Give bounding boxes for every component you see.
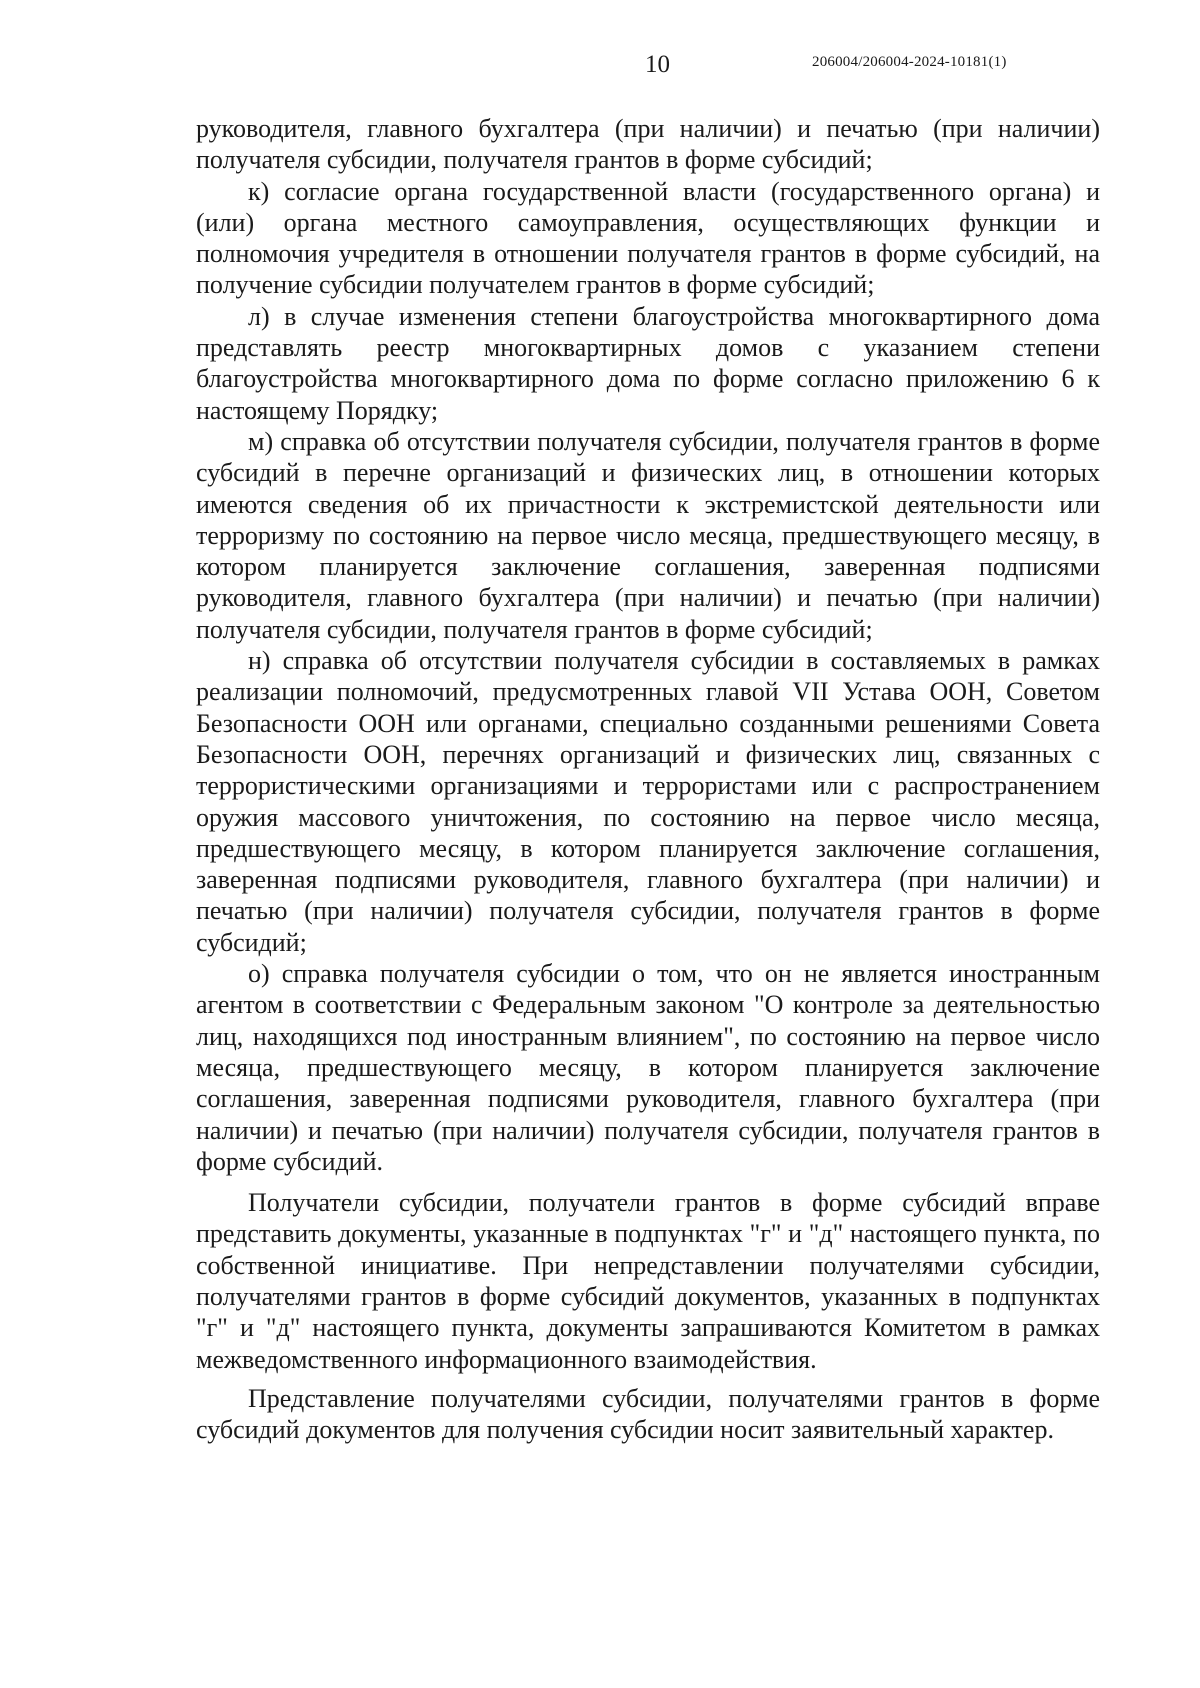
paragraph-item-l: л) в случае изменения степени благоустройства многоквартирного дома представлять реестр многоквартирных домов с указанием степени благоустройства многоквартирного дома по форме согласно приложению 6 к настоящему Порядку; <box>196 301 1100 425</box>
paragraph-item-k: к) согласие органа государственной власти (государственного органа) и (или) органа местного самоуправления, осуществляющих функции и полномочия учредителя в отношении получателя грантов в форме субсидий, на получение субсидии получателем грантов в форме субсидий; <box>196 176 1100 300</box>
page-number: 10 <box>645 51 670 78</box>
paragraph-item-n: н) справка об отсутствии получателя субсидии в составляемых в рамках реализации полномочий, предусмотренных главой VII Устава ООН, Советом Безопасности ООН или органами, специально созданными решениями Совета Безопасности ООН, перечнях организаций и физических лиц, связанных с террористическими организациями и террористами или с распространением оружия массового уничтожения, по состоянию на первое число месяца, предшествующего месяцу, в котором планируется заключение соглашения, заверенная подписями руководителя, главного бухгалтера (при наличии) и печатью (при наличии) получателя субсидии, получателя грантов в форме субсидий; <box>196 646 1100 957</box>
paragraph-continuation: руководителя, главного бухгалтера (при наличии) и печатью (при наличии) получателя субсидии, получателя грантов в форме субсидий; <box>196 114 1100 175</box>
paragraph-recipients-right: Получатели субсидии, получатели грантов в форме субсидий вправе представить документы, указанные в подпунктах "г" и "д" настоящего пункта, по собственной инициативе. При непредставлении получателями субсидии, получателями грантов в форме субсидий документов, указанных в подпунктах "г" и "д" настоящего пункта, документы запрашиваются Комитетом в рамках межведомственного информационного взаимодействия. <box>196 1188 1100 1374</box>
document-body <box>196 113 1100 1445</box>
paragraph-declarative-nature: Представление получателями субсидии, получателями грантов в форме субсидий документов для получения субсидии носит заявительный характер. <box>196 1383 1100 1445</box>
paragraph-item-m: м) справка об отсутствии получателя субсидии, получателя грантов в форме субсидий в перечне организаций и физических лиц, в отношении которых имеются сведения об их причастности к экстремистской деятельности или терроризму по состоянию на первое число месяца, предшествующего месяцу, в котором планируется заключение соглашения, заверенная подписями руководителя, главного бухгалтера (при наличии) и печатью (при наличии) получателя субсидии, получателя грантов в форме субсидий; <box>196 426 1100 644</box>
paragraph-item-o: о) справка получателя субсидии о том, что он не является иностранным агентом в соответствии с Федеральным законом "О контроле за деятельностью лиц, находящихся под иностранным влиянием", по состоянию на первое число месяца, предшествующего месяцу, в котором планируется заключение соглашения, заверенная подписями руководителя, главного бухгалтера (при наличии) и печатью (при наличии) получателя субсидии, получателя грантов в форме субсидий. <box>196 959 1100 1176</box>
document-id: 206004/206004-2024-10181(1) <box>812 54 1007 70</box>
